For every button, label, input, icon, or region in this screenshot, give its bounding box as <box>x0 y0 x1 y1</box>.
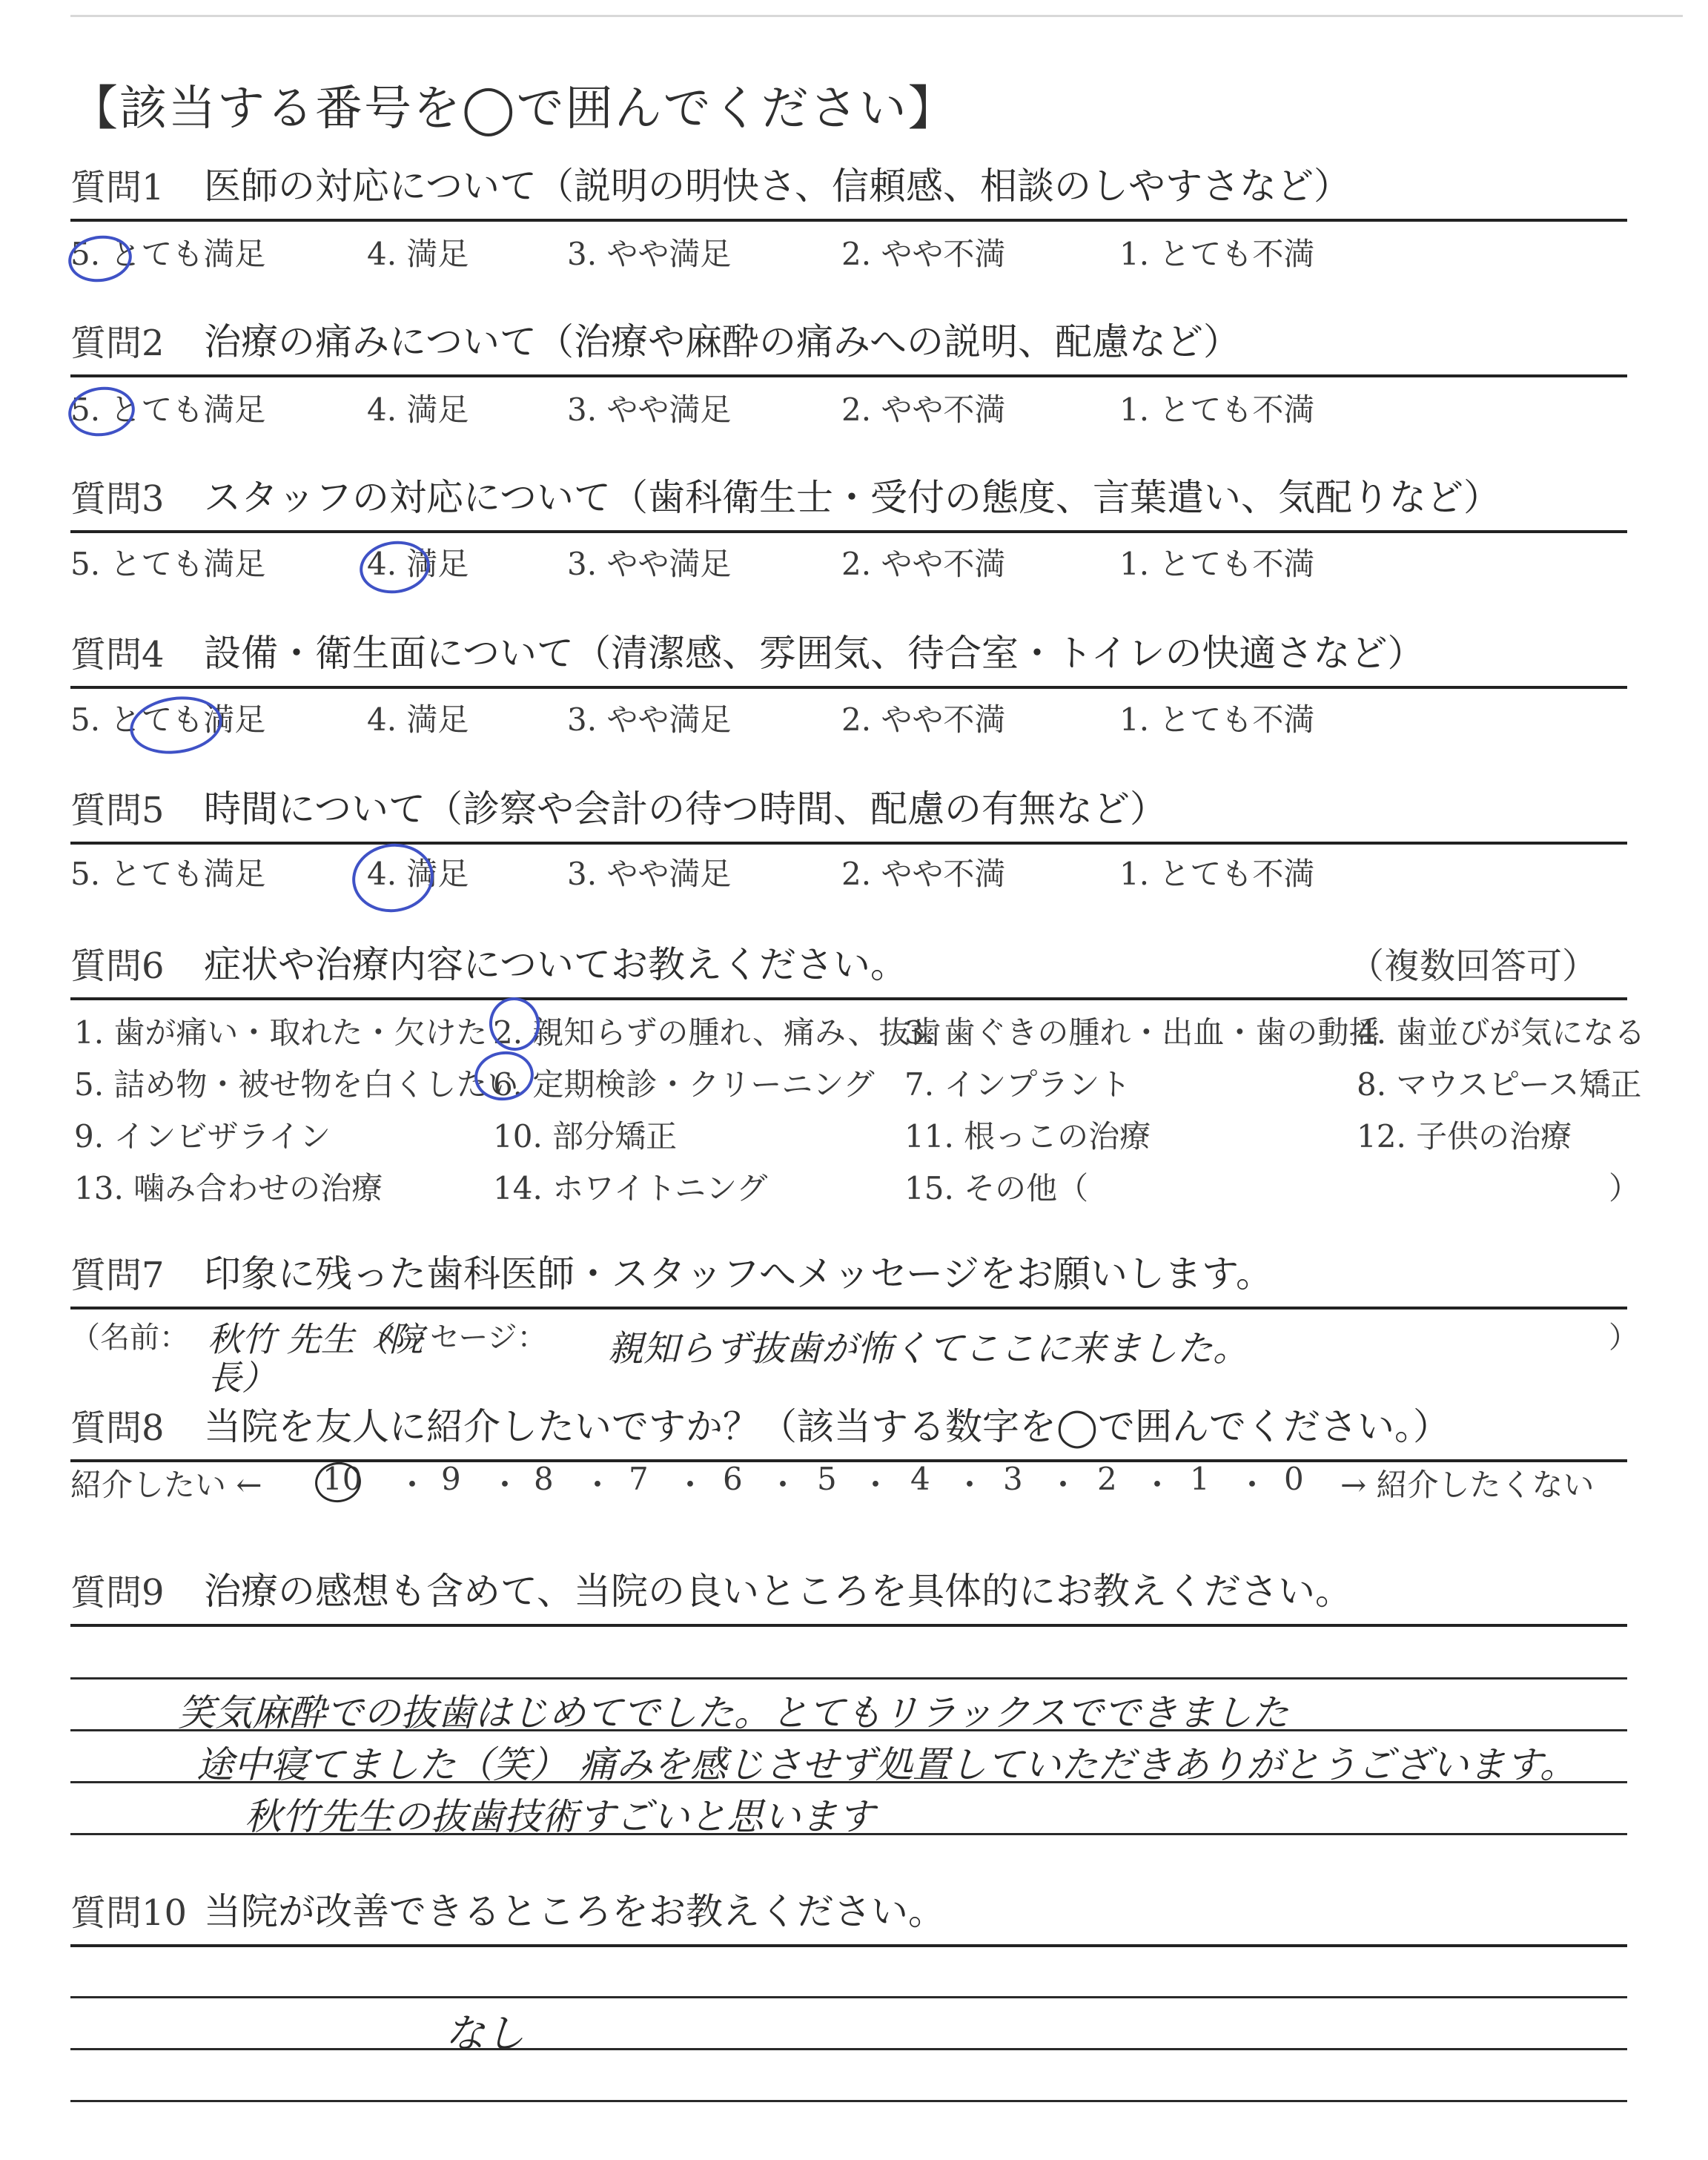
question-3 <box>70 471 1627 533</box>
option-1[interactable]: 1. とても不満 <box>1119 856 1315 892</box>
treatment-13[interactable]: 13. 噛み合わせの治療 <box>74 1170 383 1206</box>
score-2[interactable]: 2 <box>1097 1461 1117 1497</box>
separator: ・ <box>954 1467 986 1503</box>
treatment-2[interactable]: 2. 親知らずの腫れ、痛み、抜歯 <box>493 1014 941 1051</box>
treatment-5[interactable]: 5. 詰め物・被せ物を白くしたい <box>74 1066 519 1103</box>
option-2[interactable]: 2. やや不満 <box>841 701 1006 738</box>
option-3[interactable]: 3. やや満足 <box>567 701 732 738</box>
question-label: 質問10 <box>70 1892 188 1934</box>
treatment-3[interactable]: 3. 歯ぐきの腫れ・出血・歯の動揺 <box>904 1014 1380 1051</box>
answer-line <box>70 2048 1627 2050</box>
option-4[interactable]: 4. 満足 <box>367 856 469 892</box>
score-10[interactable]: 10 <box>322 1461 363 1497</box>
score-7[interactable]: 7 <box>629 1461 649 1497</box>
option-1[interactable]: 1. とても不満 <box>1119 392 1315 428</box>
q2-options <box>70 386 1627 430</box>
message-label: メッセージ： <box>371 1321 547 1355</box>
answer-line <box>70 1677 1627 1680</box>
question-10 <box>70 1885 1627 1947</box>
score-5[interactable]: 5 <box>817 1461 837 1497</box>
option-4[interactable]: 4. 満足 <box>367 701 469 738</box>
option-1[interactable]: 1. とても不満 <box>1119 701 1315 738</box>
option-3[interactable]: 3. やや満足 <box>567 392 732 428</box>
option-3[interactable]: 3. やや満足 <box>567 856 732 892</box>
question-label: 質問9 <box>70 1572 165 1614</box>
question-label: 質問2 <box>70 323 165 364</box>
question-text: スタッフの対応について（歯科衛生士・受付の態度、言葉遣い、気配りなど） <box>204 476 1500 519</box>
question-1 <box>70 159 1627 222</box>
option-1[interactable]: 1. とても不満 <box>1119 546 1315 582</box>
name-label: （名前： <box>70 1321 189 1355</box>
separator: ・ <box>489 1467 521 1503</box>
question-label: 質問3 <box>70 478 165 520</box>
treatment-10[interactable]: 10. 部分矯正 <box>493 1118 678 1155</box>
q1-options <box>70 230 1627 274</box>
option-2[interactable]: 2. やや不満 <box>841 236 1006 272</box>
treatment-15[interactable]: 15. その他（ <box>904 1170 1089 1206</box>
treatment-11[interactable]: 11. 根っこの治療 <box>904 1118 1151 1155</box>
q4-options <box>70 696 1627 740</box>
treatment-1[interactable]: 1. 歯が痛い・取れた・欠けた <box>74 1014 488 1051</box>
separator: ・ <box>397 1467 428 1503</box>
recommend-left-label: 紹介したい ← <box>70 1467 262 1503</box>
option-2[interactable]: 2. やや不満 <box>841 856 1006 892</box>
score-6[interactable]: 6 <box>723 1461 743 1497</box>
option-4[interactable]: 4. 満足 <box>367 236 469 272</box>
handwritten-message: 親知らず抜歯が怖くてここに来ました。 <box>608 1328 1249 1370</box>
treatment-12[interactable]: 12. 子供の治療 <box>1357 1118 1572 1155</box>
question-text: 医師の対応について（説明の明快さ、信頼感、相談のしやすさなど） <box>204 165 1351 208</box>
recommend-right-label: → 紹介したくない <box>1340 1467 1595 1503</box>
treatment-4[interactable]: 4. 歯並びが気になる <box>1357 1014 1646 1051</box>
separator: ・ <box>860 1467 892 1503</box>
question-text: 治療の感想も含めて、当院の良いところを具体的にお教えください。 <box>204 1570 1352 1613</box>
treatment-9[interactable]: 9. インビザライン <box>74 1118 331 1155</box>
question-text: 時間について（診察や会計の待つ時間、配慮の有無など） <box>204 787 1167 830</box>
question-5 <box>70 782 1627 845</box>
treatment-6[interactable]: 6. 定期検診・クリーニング <box>493 1066 875 1103</box>
question-4 <box>70 627 1627 689</box>
option-5[interactable]: 5. とても満足 <box>70 392 266 428</box>
question-7 <box>70 1247 1627 1309</box>
option-4[interactable]: 4. 満足 <box>367 392 469 428</box>
question-label: 質問7 <box>70 1255 165 1296</box>
option-5[interactable]: 5. とても満足 <box>70 701 266 738</box>
q9-handwritten-line-3: 秋竹先生の抜歯技術すごいと思います <box>245 1795 875 1838</box>
q3-options <box>70 540 1627 584</box>
question-text: 設備・衛生面について（清潔感、雰囲気、待合室・トイレの快適さなど） <box>204 632 1425 675</box>
option-3[interactable]: 3. やや満足 <box>567 546 732 582</box>
option-2[interactable]: 2. やや不満 <box>841 392 1006 428</box>
other-close-paren: ） <box>1609 1170 1641 1206</box>
separator: ・ <box>1047 1467 1079 1503</box>
separator: ・ <box>767 1467 799 1503</box>
separator: ・ <box>1142 1467 1174 1503</box>
message-close-paren: ） <box>1609 1321 1638 1355</box>
option-5[interactable]: 5. とても満足 <box>70 856 266 892</box>
separator: ・ <box>675 1467 706 1503</box>
separator: ・ <box>582 1467 614 1503</box>
treatment-7[interactable]: 7. インプラント <box>904 1066 1131 1103</box>
page-title: 【該当する番号を◯で囲んでください】 <box>70 82 957 136</box>
separator: ・ <box>1237 1467 1268 1503</box>
score-1[interactable]: 1 <box>1190 1461 1210 1497</box>
answer-line <box>70 2100 1627 2102</box>
treatment-8[interactable]: 8. マウスピース矯正 <box>1357 1066 1642 1103</box>
question-9 <box>70 1565 1627 1627</box>
score-9[interactable]: 9 <box>441 1461 461 1497</box>
question-8 <box>70 1400 1627 1462</box>
q9-handwritten-line-2: 途中寝てました（笑） 痛みを感じさせず処置していただきありがとうございます。 <box>196 1743 1577 1786</box>
question-6 <box>70 938 1627 1000</box>
option-5[interactable]: 5. とても満足 <box>70 236 266 272</box>
option-1[interactable]: 1. とても不満 <box>1119 236 1315 272</box>
q9-handwritten-line-1: 笑気麻酔での抜歯はじめてでした。とてもリラックスでできました <box>178 1691 1289 1734</box>
question-text: 当院が改善できるところをお教えください。 <box>204 1890 945 1933</box>
question-label: 質問5 <box>70 790 165 831</box>
question-2 <box>70 315 1627 377</box>
option-2[interactable]: 2. やや不満 <box>841 546 1006 582</box>
question-label: 質問1 <box>70 167 165 208</box>
answer-line <box>70 1996 1627 1998</box>
top-border <box>70 15 1683 17</box>
q10-handwritten-answer: なし <box>445 2010 525 2057</box>
treatment-14[interactable]: 14. ホワイトニング <box>493 1170 768 1206</box>
score-3[interactable]: 3 <box>1003 1461 1023 1497</box>
score-8[interactable]: 8 <box>534 1461 554 1497</box>
multiple-answers-note: （複数回答可） <box>1348 945 1598 987</box>
question-text: 症状や治療内容についてお教えください。 <box>204 943 907 986</box>
option-5[interactable]: 5. とても満足 <box>70 546 266 582</box>
question-label: 質問4 <box>70 634 165 676</box>
question-text: 当院を友人に紹介したいですか？（該当する数字を◯で囲んでください。） <box>204 1405 1450 1448</box>
option-4[interactable]: 4. 満足 <box>367 546 469 582</box>
score-0[interactable]: 0 <box>1284 1461 1304 1497</box>
q5-options <box>70 850 1627 894</box>
score-4[interactable]: 4 <box>910 1461 930 1497</box>
option-3[interactable]: 3. やや満足 <box>567 236 732 272</box>
question-text: 印象に残った歯科医師・スタッフへメッセージをお願いします。 <box>204 1252 1273 1295</box>
question-text: 治療の痛みについて（治療や麻酔の痛みへの説明、配慮など） <box>204 320 1240 363</box>
question-label: 質問8 <box>70 1407 165 1449</box>
handwritten-name: 秋竹 先生（院長） <box>208 1319 423 1398</box>
question-label: 質問6 <box>70 945 165 987</box>
